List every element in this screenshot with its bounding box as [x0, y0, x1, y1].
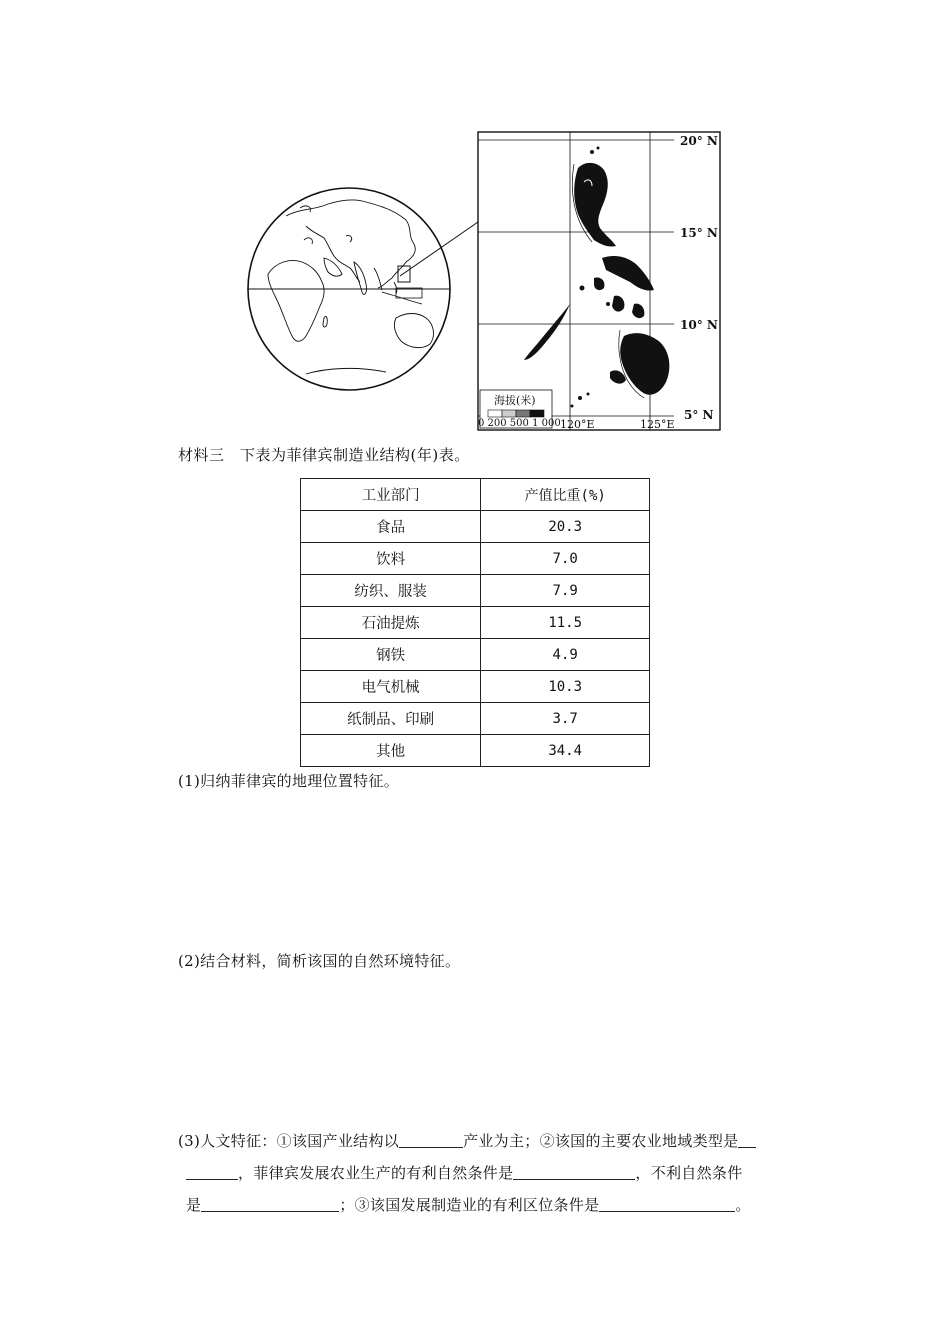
table-row — [301, 671, 650, 703]
lon-label-125: 125°E — [640, 418, 675, 431]
q3-text-3a: 是 — [186, 1196, 202, 1214]
q3-text-1b: 产业为主；②该国的主要农业地域类型是 — [463, 1132, 739, 1150]
q3-text-1a: (3)人文特征：①该国产业结构以 — [178, 1132, 400, 1150]
connector-line — [400, 220, 480, 280]
sector-cell: 食品 — [301, 511, 481, 543]
table-row — [301, 543, 650, 575]
share-cell: 11.5 — [481, 607, 650, 639]
table-row — [301, 607, 650, 639]
philippines-map — [474, 128, 724, 434]
sector-cell: 电气机械 — [301, 671, 481, 703]
q3-text-3b: ；③该国发展制造业的有利区位条件是 — [339, 1196, 600, 1214]
share-cell: 7.9 — [481, 575, 650, 607]
lon-label-120: 120°E — [560, 418, 595, 431]
share-cell: 10.3 — [481, 671, 650, 703]
table-row — [301, 511, 650, 543]
q3-text-3c: 。 — [735, 1196, 751, 1214]
header-sector: 工业部门 — [301, 479, 481, 511]
answer-blank-industry[interactable] — [399, 1133, 463, 1148]
question-1: (1)归纳菲律宾的地理位置特征。 — [178, 772, 400, 790]
manufacturing-table — [300, 478, 650, 767]
sector-cell: 钢铁 — [301, 639, 481, 671]
material3-caption: 材料三 下表为菲律宾制造业结构(年)表。 — [178, 446, 470, 464]
lat-label-15: 15° N — [680, 226, 718, 240]
legend-scale: 0 200 500 1 000 — [478, 418, 561, 429]
share-cell: 3.7 — [481, 703, 650, 735]
share-cell: 34.4 — [481, 735, 650, 767]
sector-cell: 其他 — [301, 735, 481, 767]
sector-cell: 纺织、服装 — [301, 575, 481, 607]
table-row — [301, 703, 650, 735]
sector-cell: 纸制品、印刷 — [301, 703, 481, 735]
globe-figure — [246, 186, 452, 392]
header-share: 产值比重(%) — [481, 479, 650, 511]
share-cell: 7.0 — [481, 543, 650, 575]
answer-blank-agri-type-start[interactable] — [738, 1133, 756, 1148]
question-3-line-3 — [186, 1194, 751, 1215]
table-row — [301, 639, 650, 671]
share-cell: 4.9 — [481, 639, 650, 671]
share-cell: 20.3 — [481, 511, 650, 543]
answer-blank-favorable[interactable] — [513, 1165, 635, 1180]
sector-cell: 石油提炼 — [301, 607, 481, 639]
q3-text-2a: ，菲律宾发展农业生产的有利自然条件是 — [238, 1164, 514, 1182]
lat-label-10: 10° N — [680, 318, 718, 332]
table-header-row — [301, 479, 650, 511]
table-row — [301, 735, 650, 767]
answer-blank-location[interactable] — [599, 1197, 735, 1212]
q3-text-2b: ，不利自然条件 — [635, 1164, 743, 1182]
answer-blank-unfavorable[interactable] — [201, 1197, 339, 1212]
lat-label-5: 5° N — [684, 408, 714, 422]
sector-cell: 饮料 — [301, 543, 481, 575]
question-3-line-2 — [186, 1162, 743, 1183]
answer-blank-agri-type[interactable] — [186, 1165, 238, 1180]
legend-title: 海拔(米) — [494, 394, 536, 407]
table-row — [301, 575, 650, 607]
lat-label-20: 20° N — [680, 134, 718, 148]
question-2: (2)结合材料，简析该国的自然环境特征。 — [178, 952, 461, 970]
question-3-line-1 — [178, 1130, 756, 1151]
